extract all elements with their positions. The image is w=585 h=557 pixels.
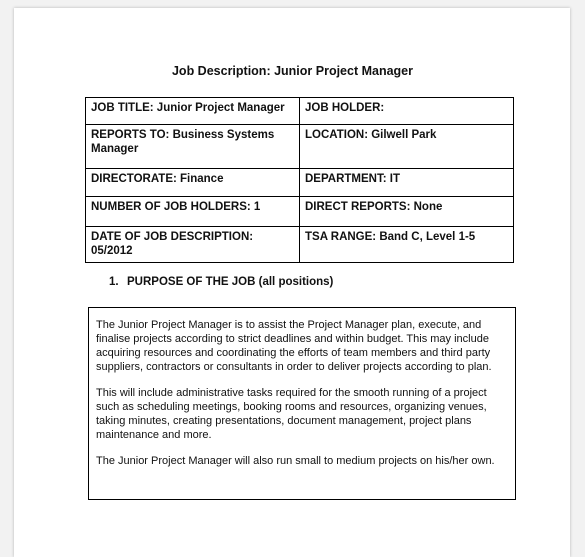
document-title: Job Description: Junior Project Manager — [171, 64, 413, 78]
date-of-job-description-cell: DATE OF JOB DESCRIPTION: 05/2012 — [86, 227, 300, 263]
table-row — [86, 227, 514, 263]
section-number: 1. — [109, 276, 119, 288]
job-holder-cell: JOB HOLDER: — [300, 98, 514, 125]
reports-to-cell: REPORTS TO: Business Systems Manager — [86, 125, 300, 169]
location-cell: LOCATION: Gilwell Park — [300, 125, 514, 169]
table-row — [86, 125, 514, 169]
purpose-box — [88, 307, 516, 500]
section-heading-text: PURPOSE OF THE JOB (all positions) — [127, 276, 334, 288]
department-cell: DEPARTMENT: IT — [300, 169, 514, 197]
purpose-paragraph-2: This will include administrative tasks required for the smooth running of a project such as scheduling meetings, booking rooms and resources, organizing venues, taking minutes, creating presentations, document management, project plans maintenance and more. — [96, 387, 487, 441]
directorate-cell: DIRECTORATE: Finance — [86, 169, 300, 197]
table-row — [86, 169, 514, 197]
purpose-paragraph-3: The Junior Project Manager will also run small to medium projects on his/her own. — [96, 455, 495, 467]
direct-reports-cell: DIRECT REPORTS: None — [300, 197, 514, 227]
table-row — [86, 98, 514, 125]
job-details-table — [85, 97, 514, 263]
table-row — [86, 197, 514, 227]
purpose-paragraph-1: The Junior Project Manager is to assist the Project Manager plan, execute, and finalise projects according to strict deadlines and within budget. This may include acquiring resources and coordinating the efforts of team members and third party suppliers, contractors or consultants in order to deliver projects according to plan. — [96, 319, 492, 373]
number-of-job-holders-cell: NUMBER OF JOB HOLDERS: 1 — [86, 197, 300, 227]
section-heading — [109, 276, 333, 288]
tsa-range-cell: TSA RANGE: Band C, Level 1-5 — [300, 227, 514, 263]
job-title-cell: JOB TITLE: Junior Project Manager — [86, 98, 300, 125]
